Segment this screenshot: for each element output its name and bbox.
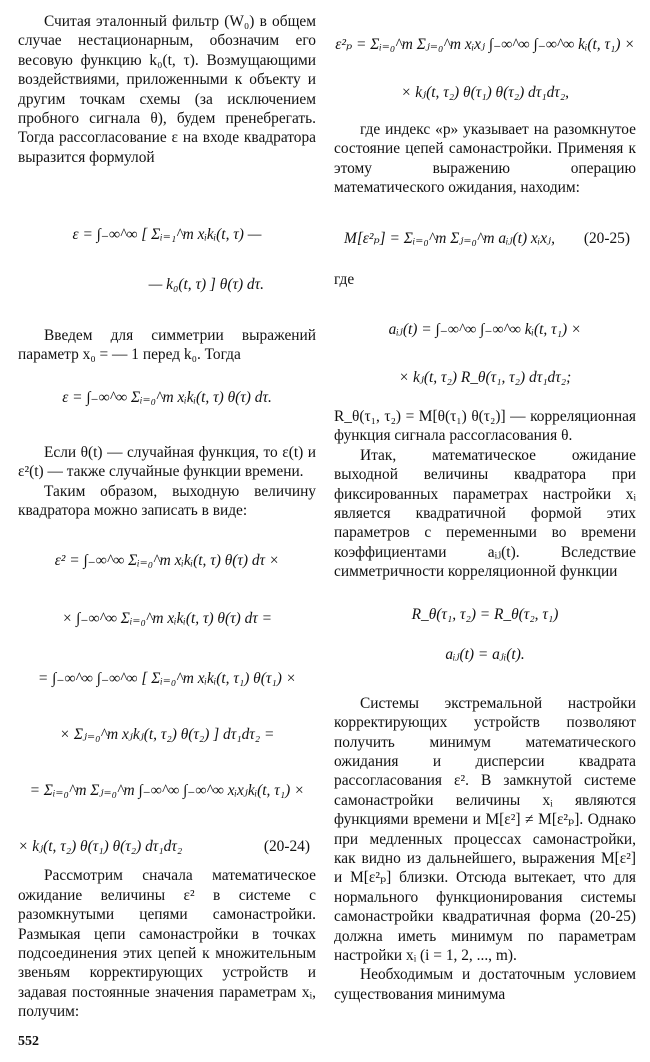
page-number: 552 <box>18 1034 39 1049</box>
equation: × Σⱼ₌₀^m xⱼkⱼ(t, τ₂) θ(τ₂) ] dτ₁dτ₂ = <box>59 726 275 744</box>
equation: × kⱼ(t, τ₂) R_θ(τ₁, τ₂) dτ₁dτ₂; <box>398 369 572 387</box>
equation <box>18 836 316 858</box>
paragraph: Итак, математическое ожидание выходной величины квадратора при фиксированных параметрах настройки xᵢ является квадратичной формой этих параметров с переменными во времени коэффициентами aᵢⱼ(t). Вследствие симметричности корреляционной функции <box>334 446 636 581</box>
equation: aᵢⱼ(t) = ∫₋∞^∞ ∫₋∞^∞ kᵢ(t, τ₁) × <box>388 321 582 339</box>
equation: × ∫₋∞^∞ Σᵢ₌₀^m xᵢkᵢ(t, τ) θ(τ) dτ = <box>61 610 273 628</box>
equation-number: (20-24) <box>263 838 310 856</box>
paragraph: Если θ(t) — случайная функция, то ε(t) и ε²(t) — также случайные функции времени. <box>18 443 316 481</box>
equation-number: (20-25) <box>583 229 630 247</box>
equation: R_θ(τ₁, τ₂) = R_θ(τ₂, τ₁) <box>411 605 559 623</box>
equation: ε = ∫₋∞^∞ [ Σᵢ₌₁^m xᵢkᵢ(t, τ) — <box>72 226 262 243</box>
equation-body: M[ε²ₚ] = Σᵢ₌₀^m Σⱼ₌₀^m aᵢⱼ(t) xᵢxⱼ, <box>344 229 555 247</box>
paragraph: Таким образом, выходную величину квадратора можно записать в виде: <box>18 482 316 520</box>
paragraph: Введем для симметрии выражений параметр x₀ = — 1 перед k₀. Тогда <box>18 327 316 364</box>
paragraph: R_θ(τ₁, τ₂) = M[θ(τ₁) θ(τ₂)] — корреляционная функция сигнала рассогласования θ. <box>334 408 636 445</box>
equation: = ∫₋∞^∞ ∫₋∞^∞ [ Σᵢ₌₀^m xᵢkᵢ(t, τ₁) θ(τ₁) × <box>37 670 297 688</box>
equation: — k₀(t, τ) ] θ(τ) dτ. <box>148 276 264 293</box>
equation-body: × kⱼ(t, τ₂) θ(τ₁) θ(τ₂) dτ₁dτ₂ <box>18 838 183 856</box>
right-column <box>334 12 636 1004</box>
equation: ε = ∫₋∞^∞ Σᵢ₌₀^m xᵢkᵢ(t, τ) θ(τ) dτ. <box>62 388 272 406</box>
paragraph: Рассмотрим сначала математическое ожидание величины ε² в системе с разомкнутыми цепями самонастройки. Размыкая цепи самонастройки в точках подсоединения этих цепей к множительным звеньям корректирующих устройств и задавая постоянные значения параметрам xᵢ, получим: <box>18 867 316 1021</box>
equation <box>334 228 636 250</box>
paragraph: Считая эталонный фильтр (W₀) в общем случае нестационарным, обозначим его весовую функцию k₀(t, τ). Возмущающими воздействиями, приложенными к объекту и другим точкам схемы (за исключением пробного сигнала θ), будем пренебрегать. Тогда рассогласование ε на входе квадратора выразится формулой <box>18 13 316 166</box>
left-column <box>18 12 316 1022</box>
equation: × kⱼ(t, τ₂) θ(τ₁) θ(τ₂) dτ₁dτ₂, <box>400 84 570 101</box>
equation: = Σᵢ₌₀^m Σⱼ₌₀^m ∫₋∞^∞ ∫₋∞^∞ xᵢxⱼkᵢ(t, τ₁) × <box>29 782 305 800</box>
equation: aᵢⱼ(t) = aⱼᵢ(t). <box>445 645 525 663</box>
paragraph: где индекс «р» указывает на разомкнутое состояние цепей самонастройки. Применяя к этому выражению операцию математического ожидания, находим: <box>334 121 636 197</box>
paragraph: где <box>334 270 355 288</box>
paragraph: Системы экстремальной настройки корректирующих устройств позволяют получить минимум математического ожидания и дисперсии квадрата рассогласования ε². В замкнутой системе самонастройки величины xᵢ являются функциями времени и M[ε²] ≠ M[ε²ₚ]. Однако при медленных процессах самонастройки, как видно из дальнейшего, выражения M[ε²] и M[ε²ₚ] близки. Отсюда вытекает, что для нормального функционирования системы самонастройки квадратичная форма (20-25) должна иметь минимум по параметрам настройки xᵢ (i = 1, 2, ..., m). <box>334 694 636 964</box>
equation: ε² = ∫₋∞^∞ Σᵢ₌₀^m xᵢkᵢ(t, τ) θ(τ) dτ × <box>54 552 280 570</box>
paragraph: Необходимым и достаточным условием существования минимума <box>334 966 636 1003</box>
equation: ε²ₚ = Σᵢ₌₀^m Σⱼ₌₀^m xᵢxⱼ ∫₋∞^∞ ∫₋∞^∞ kᵢ(t, τ₁) × <box>335 36 635 53</box>
